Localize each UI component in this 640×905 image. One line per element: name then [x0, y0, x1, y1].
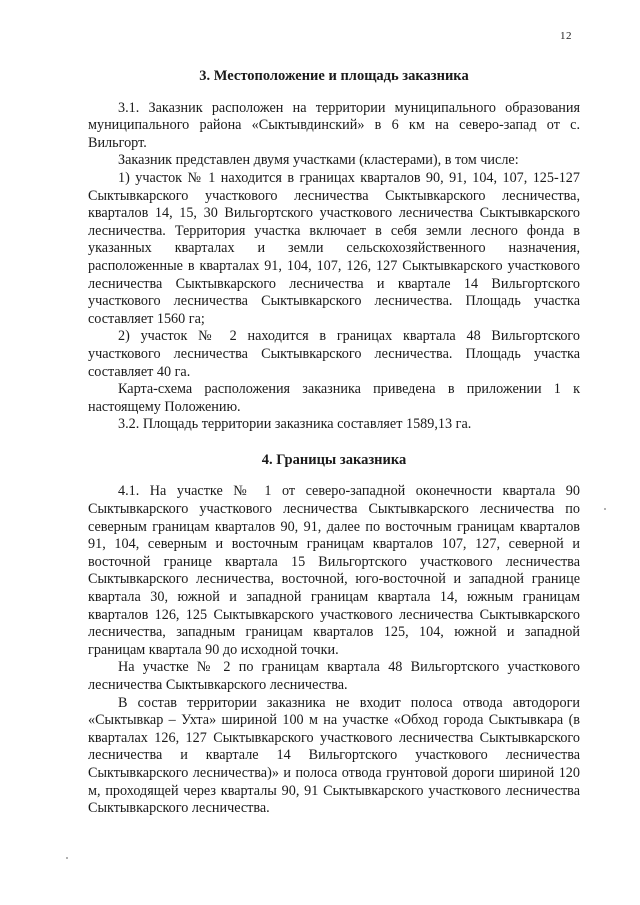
section-4-title: 4. Границы заказника: [261, 451, 407, 468]
paragraph-plot-1: 1) участок № 1 находится в границах кварталов 90, 91, 104, 107, 125-127 Сыктывкарского участкового лесничества Сыктывкарского лесничества, кварталов 14, 15, 30 Вильгортского участкового лесничества Сыктывкарского лесничества. Территория участка включает в себя земли лесного фонда в указанных кварталах и земли сельскохозяйственного назначения, расположенные в кварталах 91, 104, 107, 126, 127 Сыктывкарского участкового лесничества Сыктывкарского лесничества и квартале 14 Вильгортского участкового лесничества Сыктывкарского лесничества. Площадь участка составляет 1560 га;: [88, 169, 580, 327]
paragraph-4-1: 4.1. На участке № 1 от северо-западной оконечности квартала 90 Сыктывкарского участкового лесничества Сыктывкарского лесничества по северным границам кварталов 90, 91, далее по восточным границам кварталов 91, 104, северным и восточным границам кварталов 107, 127, северной и восточной границе квартала 15 Вильгортского участкового лесничества Сыктывкарского лесничества, восточной, юго-восточной и западной границе квартала 30, южной и западной границам квартала 14, южным границам кварталов 126, 125 Сыктывкарского участкового лесничества Сыктывкарского лесничества, западным границам кварталов 125, 104, южной и западной границам квартала 90 до исходной точки.: [88, 483, 580, 658]
paragraph-3-1: 3.1. Заказник расположен на территории муниципального образования муниципального района «Сыктывдинский» в 6 км на северо-запад от с. Вильгорт.: [88, 99, 580, 151]
page-number: 12: [560, 30, 572, 42]
paragraph-3-2: 3.2. Площадь территории заказника составляет 1589,13 га.: [118, 416, 472, 433]
paragraph-plot-2: 2) участок № 2 находится в границах квартала 48 Вильгортского участкового лесничества Сыктывкарского лесничества. Площадь участка составляет 40 га.: [88, 328, 580, 380]
scan-speck: [604, 508, 606, 510]
document-body: [88, 64, 580, 818]
paragraph-clusters-intro: Заказник представлен двумя участками (кластерами), в том числе:: [118, 152, 519, 169]
scan-speck: [66, 857, 68, 859]
paragraph-exclusions: В состав территории заказника не входит полоса отвода автодороги «Сыктывкар – Ухта» шириной 100 м на участке «Обход города Сыктывкара (в кварталах 126, 127 Сыктывкарского участкового лесничества Сыктывкарского лесничества и квартале 14 Вильгортского участкового лесничества Сыктывкарского лесничества)» и полоса отвода грунтовой дороги шириной 120 м, проходящей через кварталы 90, 91 Сыктывкарского участкового лесничества Сыктывкарского лесничества.: [88, 694, 580, 817]
paragraph-map-scheme: Карта-схема расположения заказника приведена в приложении 1 к настоящему Положению.: [88, 381, 580, 415]
section-3-title: 3. Местоположение и площадь заказника: [199, 68, 469, 84]
paragraph-plot-2-borders: На участке № 2 по границам квартала 48 Вильгортского участкового лесничества Сыктывкарского лесничества.: [88, 659, 580, 693]
